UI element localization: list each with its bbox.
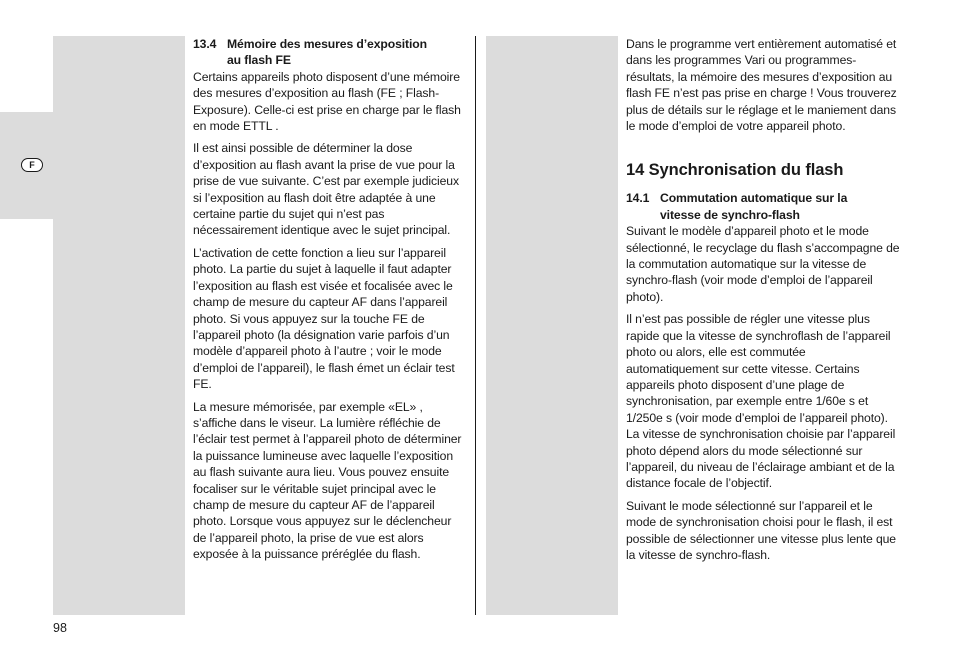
left-column — [193, 36, 467, 569]
paragraph: Suivant le mode sélectionné sur l’appareil et le mode de synchronisation choisi pour le flash, il est possible de sélectionner une vitesse plus lente que la vitesse de synchro-flash. — [626, 498, 896, 562]
language-badge: F — [21, 158, 43, 172]
section-title-line1: Commutation automatique sur la — [660, 191, 848, 206]
section-number: 14.1 — [626, 191, 650, 206]
paragraph: Il est ainsi possible de déterminer la dose d’exposition au flash avant la prise de vue pour la prise de vue suivante. C’est par exemple judicieux si l’exposition au flash doit être adaptée à une certaine partie du sujet qui n’est pas nécessairement identique avec le sujet principal. — [193, 141, 459, 238]
paragraph: La mesure mémorisée, par exemple «EL» , s’affiche dans le viseur. La lumière réfléchie de l’éclair test permet à l’appareil photo de déterminer la puissance lumineuse avec laquelle l’exposition au flash suivante aura lieu. Vous pouvez ensuite focaliser sur le véritable sujet principal avec le champ de mesure du capteur AF de l’appareil photo. Lorsque vous appuyez sur le déclencheur de l’appareil photo, la prise de vue est alors exposée à la puissance préréglée du flash. — [193, 399, 462, 562]
right-margin-band — [486, 36, 618, 615]
left-margin-band — [53, 36, 185, 615]
paragraph: L’activation de cette fonction a lieu sur l’appareil photo. La partie du sujet à laquelle il faut adapter l’exposition au flash est visée et focalisée avec le champ de mesure du capteur AF dans l’appareil photo. Si vous appuyez sur la touche FE de l’appareil photo (la désignation varie parfois d’un modèle d’appareil photo à l’autre ; voir le mode d’emploi de l’appareil), le flash émet un éclair test FE. — [193, 245, 455, 392]
paragraph: Suivant le modèle d’appareil photo et le mode sélectionné, le recyclage du flash s’accompagne de la commutation automatique sur la vitesse de synchro-flash (voir mode d’emploi de l’appareil photo). — [626, 224, 900, 304]
section-title-line1: Mémoire des mesures d’exposition — [227, 37, 427, 51]
section-number: 13.4 — [193, 37, 217, 51]
intro-paragraph: Dans le programme vert entièrement automatisé et dans les programmes Vari ou programmes-résultats, la mémoire des mesures d’exposition au flash FE n’est pas prise en charge ! Vous trouverez plus de détails sur le réglage et le maniement dans le mode d’emploi de votre appareil photo. — [626, 37, 897, 134]
chapter-title: 14 Synchronisation du flash — [626, 161, 844, 180]
section-title-line2: vitesse de synchro-flash — [660, 207, 800, 222]
paragraph: Certains appareils photo disposent d’une mémoire des mesures d’exposition au flash (FE ; Flash-Exposure). Celle-ci est prise en charge par le flash en mode ETTL . — [193, 69, 461, 134]
page-number: 98 — [53, 621, 67, 635]
right-column — [626, 36, 900, 569]
section-13-4-heading — [193, 36, 467, 69]
section-title-line2: au flash FE — [227, 53, 291, 68]
paragraph: Il n’est pas possible de régler une vitesse plus rapide que la vitesse de synchroflash de l’appareil photo ou alors, elle est commutée automatiquement sur cette vitesse. Certains appareils photo disposent d’une plage de synchronisation, par exemple entre 1/60e s et 1/250e s (voir mode d’emploi de l’appareil photo). La vitesse de synchronisation choisie par l’appareil photo dépend alors du mode sélectionné sur l’appareil, du niveau de l’éclairage ambiant et de la distance focale de l’objectif. — [626, 312, 896, 491]
section-14-1-heading — [626, 190, 900, 223]
column-divider — [475, 36, 476, 615]
